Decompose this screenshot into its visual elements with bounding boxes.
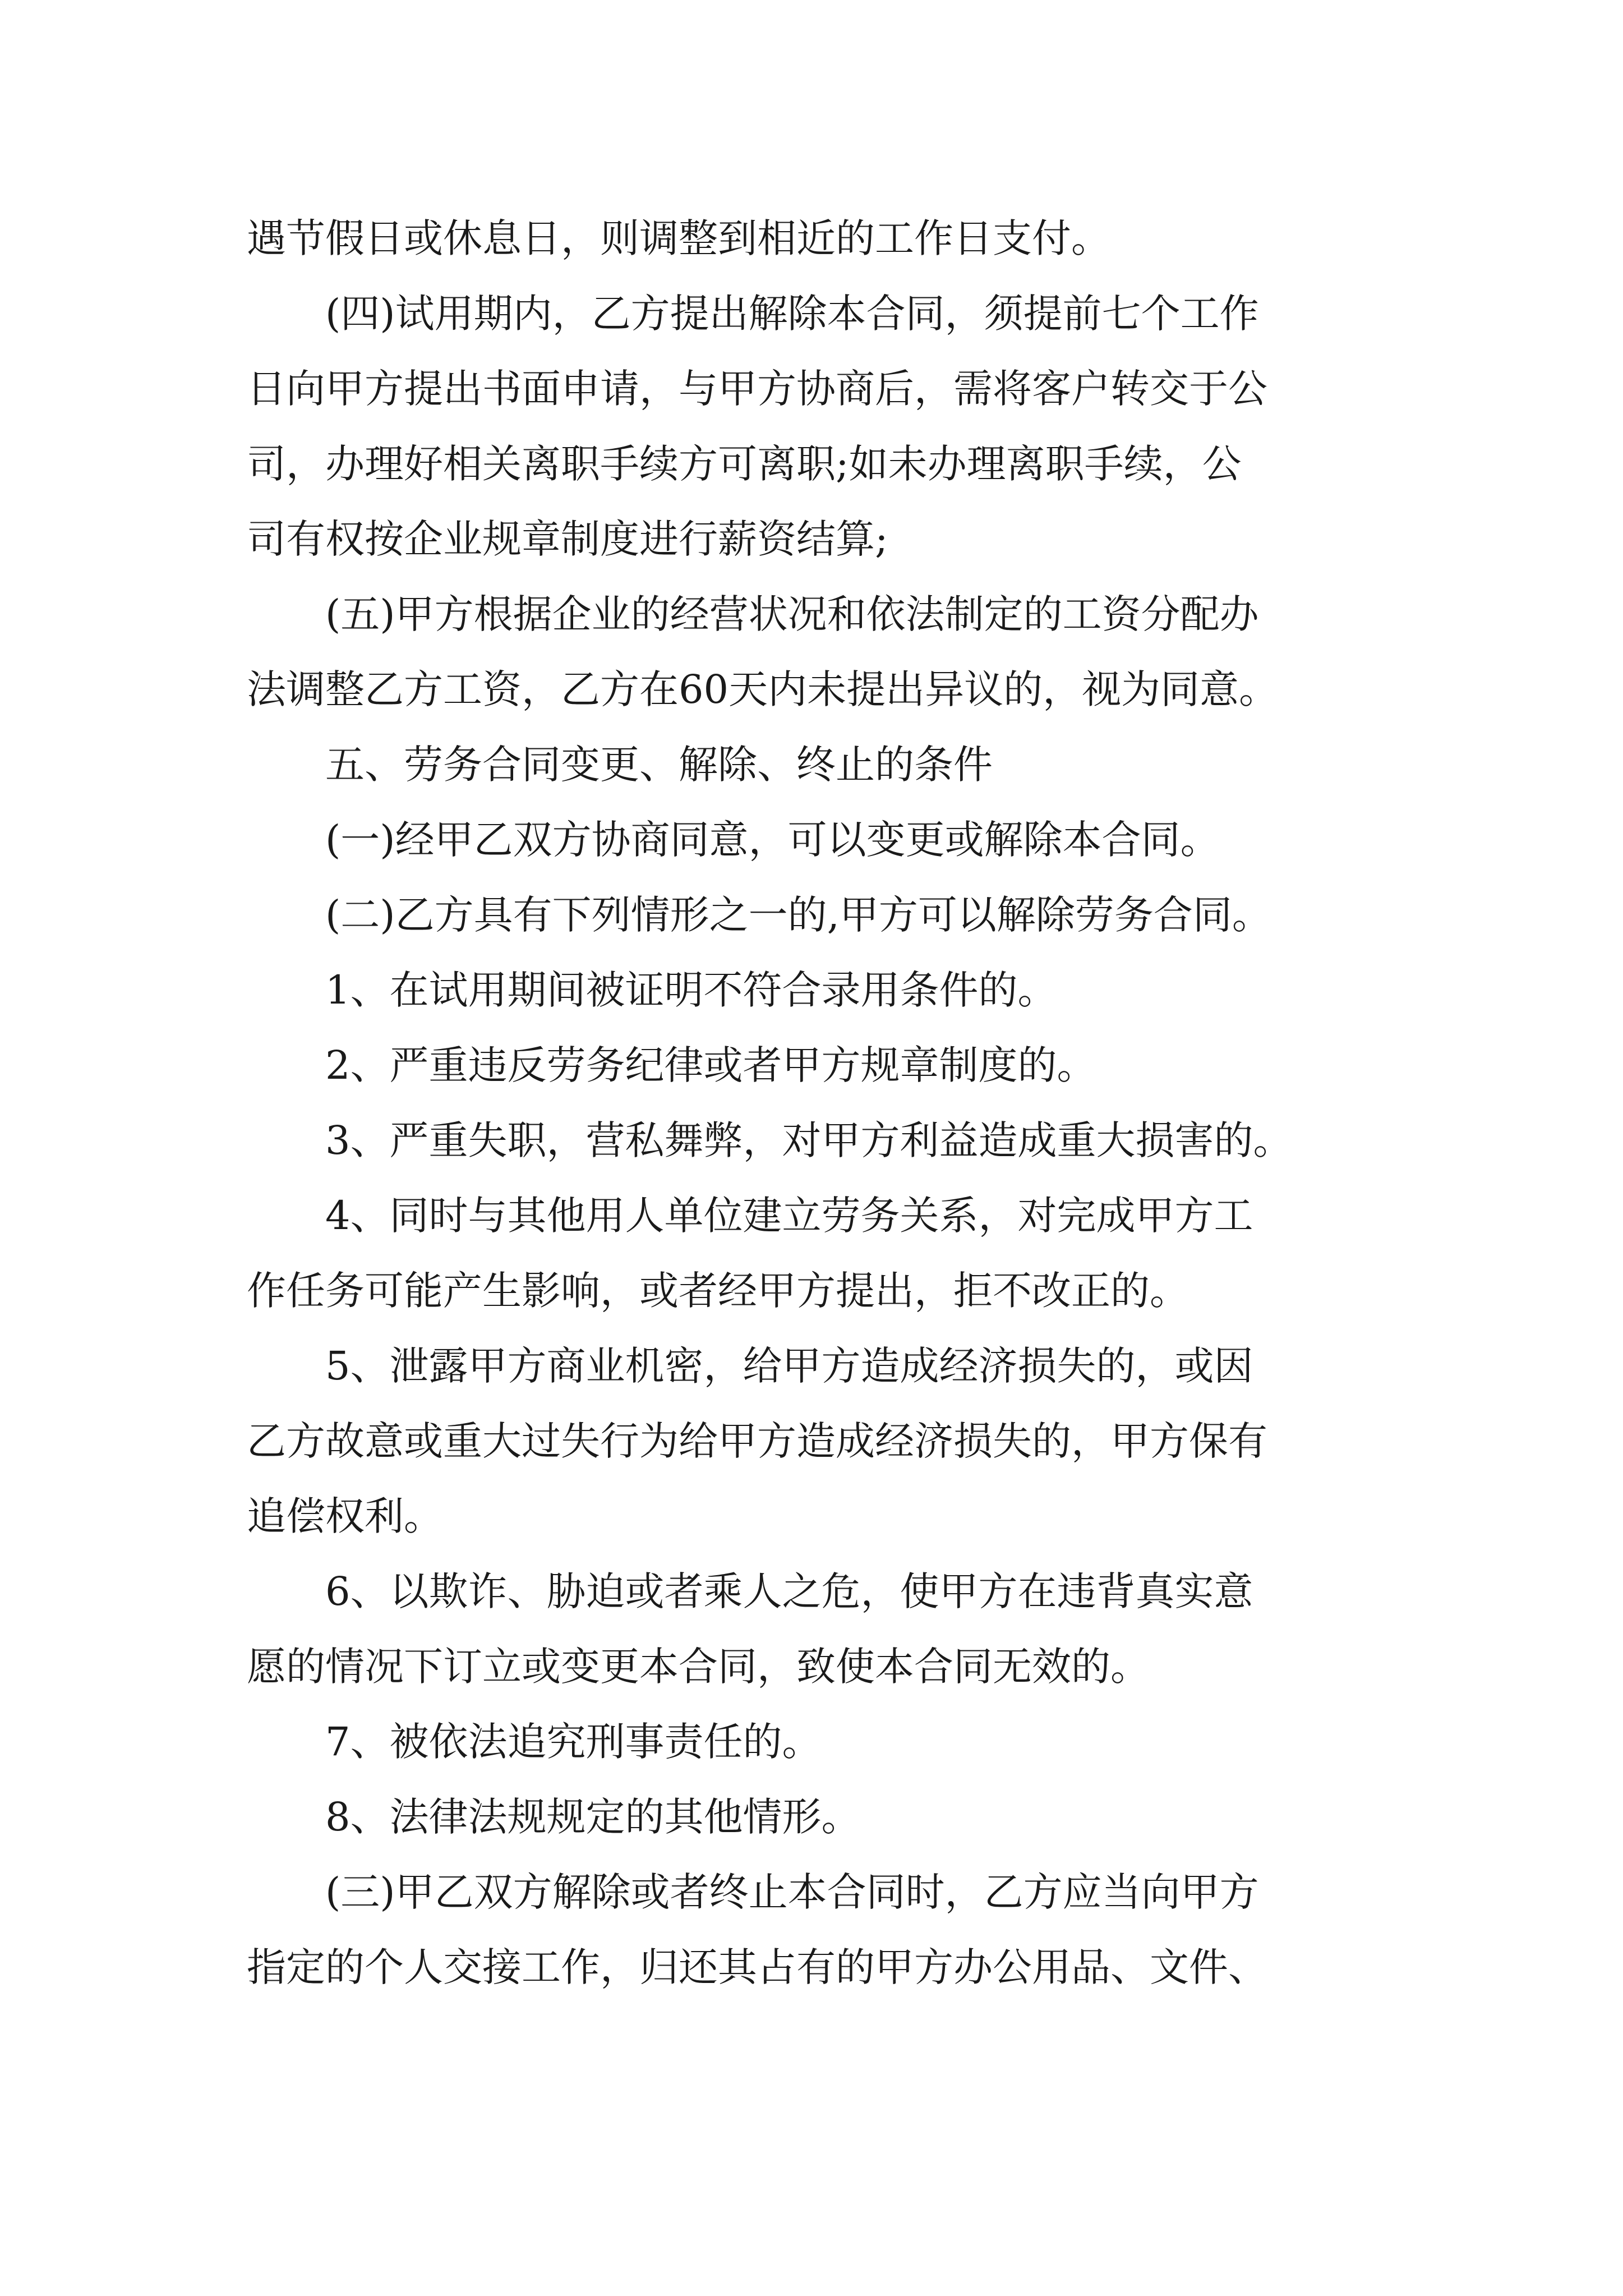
list-item: 3、严重失职，营私舞弊，对甲方利益造成重大损害的。 bbox=[325, 1117, 1293, 1163]
text-line: (三)甲乙双方解除或者终止本合同时，乙方应当向甲方 bbox=[325, 1869, 1259, 1915]
list-item: 4、同时与其他用人单位建立劳务关系，对完成甲方工 bbox=[325, 1193, 1253, 1239]
text-line: 愿的情况下订立或变更本合同，致使本合同无效的。 bbox=[247, 1644, 1150, 1690]
text-line: 作任务可能产生影响，或者经甲方提出，拒不改正的。 bbox=[247, 1268, 1189, 1314]
text-line: 法调整乙方工资，乙方在60天内未提出异议的，视为同意。 bbox=[247, 666, 1279, 712]
text-line: 司有权按企业规章制度进行薪资结算; bbox=[247, 516, 888, 562]
list-item: 5、泄露甲方商业机密，给甲方造成经济损失的，或因 bbox=[325, 1343, 1253, 1389]
text-line: (五)甲方根据企业的经营状况和依法制定的工资分配办 bbox=[325, 591, 1259, 637]
text-line: 乙方故意或重大过失行为给甲方造成经济损失的，甲方保有 bbox=[247, 1418, 1267, 1464]
list-item: 1、在试用期间被证明不符合录用条件的。 bbox=[325, 967, 1057, 1013]
list-item: 8、法律法规规定的其他情形。 bbox=[325, 1794, 861, 1840]
section-heading: 五、劳务合同变更、解除、终止的条件 bbox=[325, 742, 993, 788]
list-item: 6、以欺诈、胁迫或者乘人之危，使甲方在违背真实意 bbox=[325, 1568, 1253, 1614]
text-line: 追偿权利。 bbox=[247, 1493, 443, 1539]
text-line: (四)试用期内，乙方提出解除本合同，须提前七个工作 bbox=[325, 291, 1259, 337]
list-item: 7、被依法追究刑事责任的。 bbox=[325, 1719, 822, 1765]
list-item: 2、严重违反劳务纪律或者甲方规章制度的。 bbox=[325, 1042, 1096, 1088]
text-line: 司，办理好相关离职手续方可离职;如未办理离职手续，公 bbox=[247, 441, 1242, 487]
text-line: (二)乙方具有下列情形之一的,甲方可以解除劳务合同。 bbox=[325, 892, 1271, 938]
document-body bbox=[247, 201, 1402, 2005]
text-line: (一)经甲乙双方协商同意，可以变更或解除本合同。 bbox=[325, 817, 1220, 863]
text-line: 遇节假日或休息日，则调整到相近的工作日支付。 bbox=[247, 215, 1110, 261]
text-line: 日向甲方提出书面申请，与甲方协商后，需将客户转交于公 bbox=[247, 366, 1267, 412]
text-line: 指定的个人交接工作，归还其占有的甲方办公用品、文件、 bbox=[247, 1944, 1267, 1990]
